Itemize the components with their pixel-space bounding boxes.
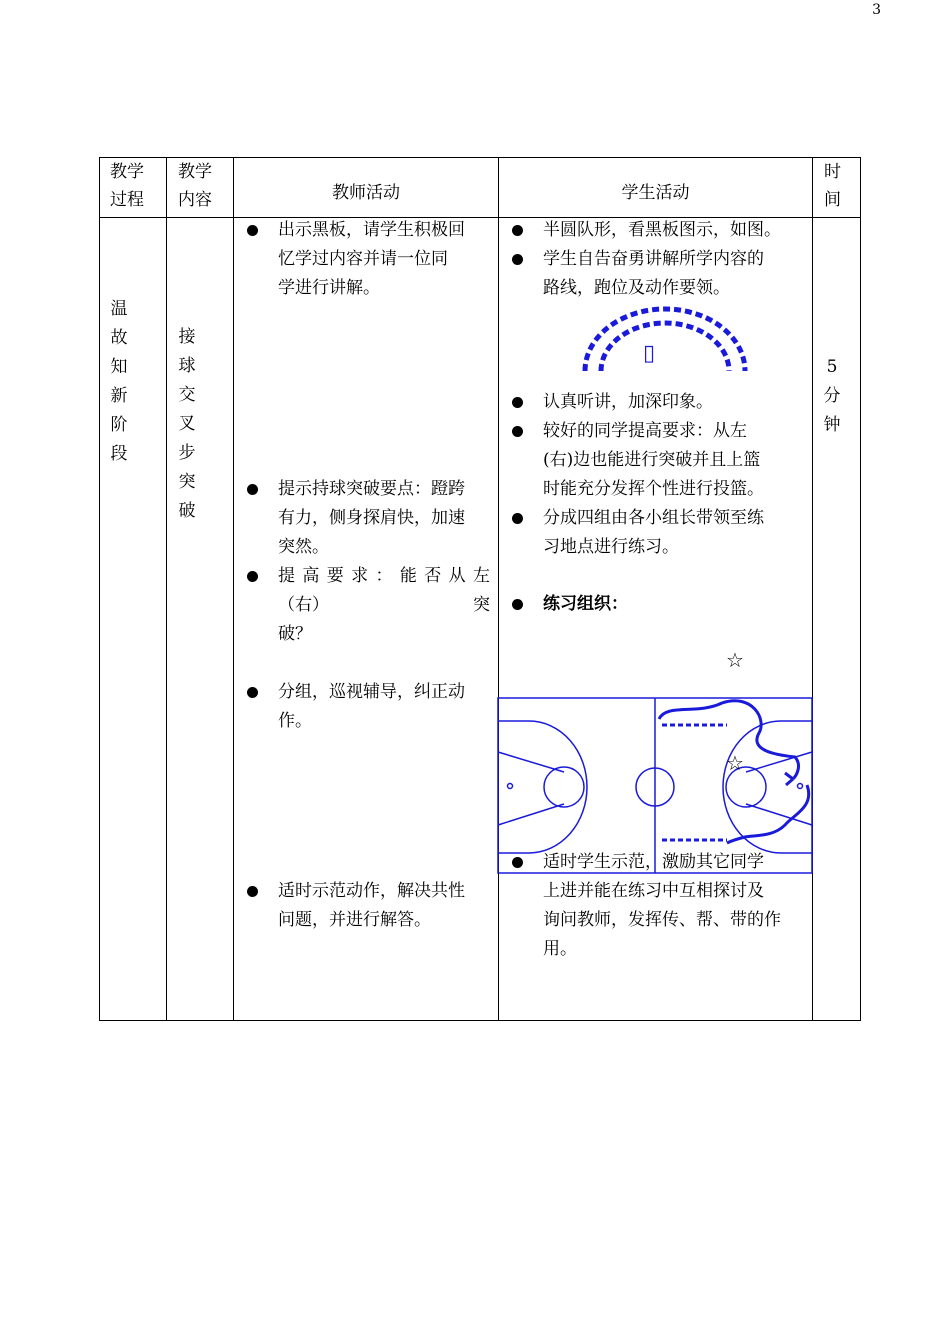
blackboard-icon: ▯ (643, 341, 656, 366)
outer-student-arc (585, 309, 745, 371)
student-item-advanced: 较好的同学提高要求：从左 (右)边也能进行突破并且上篮 时能充分发挥个性进行投篮。 (505, 417, 810, 504)
page-number: 3 (872, 2, 881, 18)
header-time: 时 间 (824, 162, 841, 210)
lower-drive-path (727, 785, 809, 843)
student-item-listen: 认真听讲，加深印象。 (505, 388, 810, 417)
student-item-semicircle: 半圆队形，看黑板图示，如图。 (505, 216, 810, 245)
column-divider (812, 158, 813, 1020)
content-label: 接 球 交 叉 步 突 破 (178, 327, 196, 521)
left-lane-line-bottom (498, 804, 564, 825)
column-divider (498, 158, 499, 1020)
student-item-demonstrate: 适时学生示范，激励其它同学 上进并能在练习中互相探讨及 询问教师，发挥传、帮、带的作 用。 (505, 848, 810, 964)
student-item-explain: 学生自告奋勇讲解所学内容的 路线，跑位及动作要领。 (505, 245, 810, 303)
student-list-1 (505, 216, 810, 303)
teacher-list-1 (240, 216, 490, 303)
student-list-2 (505, 388, 810, 562)
inner-student-arc (601, 323, 729, 371)
time-value: 5 分 钟 (823, 357, 841, 435)
header-student-activity: 学生活动 (621, 183, 690, 203)
header-process: 教学 过程 (110, 162, 144, 210)
semicircle-formation-diagram (575, 293, 755, 383)
student-item-groups: 分成四组由各小组长带领至练 习地点进行练习。 (505, 504, 810, 562)
column-divider (233, 158, 234, 1020)
header-content: 教学 内容 (178, 162, 212, 210)
left-three-point-line (498, 721, 587, 853)
right-basket (798, 784, 803, 789)
teacher-list-3 (240, 678, 490, 736)
teacher-list-2 (240, 475, 490, 649)
teacher-item-group-guidance: 分组，巡视辅导，纠正动 作。 (240, 678, 490, 736)
teacher-item-demonstration: 适时示范动作，解决共性 问题，并进行解答。 (240, 877, 490, 935)
upper-arrowhead (785, 773, 793, 785)
lesson-table (99, 157, 861, 1021)
stage-label: 温 故 知 新 阶 段 (110, 299, 128, 464)
column-divider (166, 158, 167, 1020)
header-teacher-activity: 教师活动 (332, 183, 400, 203)
student-list-4 (505, 848, 810, 964)
teacher-item-key-points: 提示持球突破要点：蹬跨 有力，侧身探肩快，加速 突然。 (240, 475, 490, 562)
teacher-list-4 (240, 877, 490, 935)
student-list-3 (505, 590, 810, 619)
left-free-throw-circle (544, 767, 584, 807)
court-star-icon: ☆ (726, 751, 744, 775)
student-item-practice-organization: 练习组织： (505, 590, 810, 619)
teacher-item-higher-requirement: 提高要求：能否从左 （右） 突 破？ (240, 562, 490, 649)
left-basket (508, 784, 513, 789)
star-icon: ☆ (726, 648, 744, 672)
teacher-item-show-board: 出示黑板，请学生积极回 忆学过内容并请一位同 学进行讲解。 (240, 216, 490, 303)
